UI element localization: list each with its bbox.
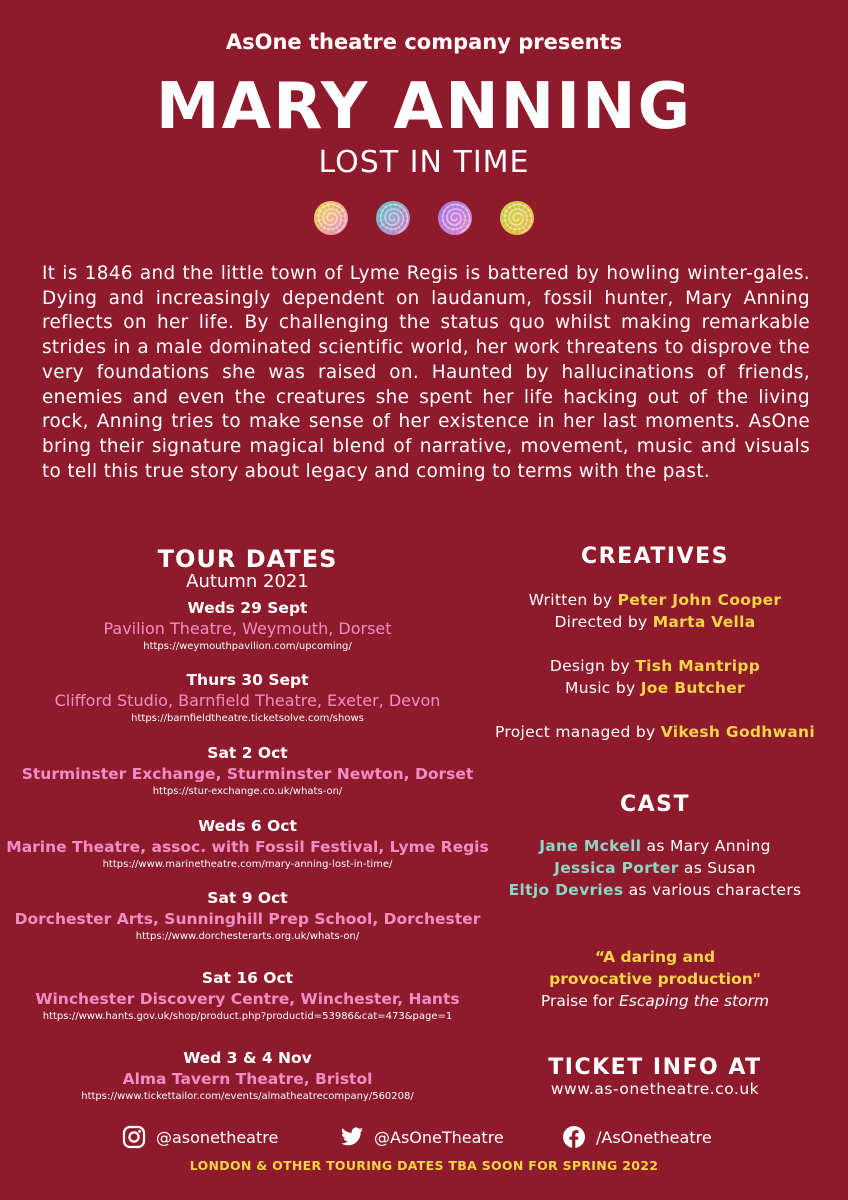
facebook-link[interactable] <box>562 1125 712 1149</box>
facebook-handle: /AsOnetheatre <box>596 1127 712 1147</box>
purple-pink-ammonite-icon <box>437 200 473 236</box>
tour-date-venue: Winchester Discovery Centre, Winchester, Hants <box>35 990 460 1008</box>
tour-date-item <box>0 670 495 725</box>
twitter-handle: @AsOneTheatre <box>374 1127 504 1147</box>
credit-name: Marta Vella <box>652 613 756 631</box>
tour-date-venue: Clifford Studio, Barnfield Theatre, Exeter, Devon <box>54 691 441 710</box>
credit-designer <box>460 655 848 677</box>
credit-name: Vikesh Godhwani <box>660 723 815 741</box>
social-links <box>0 1125 848 1151</box>
tour-date-link[interactable]: https://www.tickettailor.com/events/almatheatrecompany/560208/ <box>81 1091 414 1102</box>
tour-date-item <box>0 743 495 798</box>
cast-role: as Mary Anning <box>646 837 771 855</box>
quote-attribution <box>460 990 848 1012</box>
creatives-section <box>460 544 848 743</box>
tour-date-venue: Alma Tavern Theatre, Bristol <box>122 1070 373 1088</box>
praise-title: Escaping the storm <box>618 992 770 1010</box>
synopsis-paragraph: It is 1846 and the little town of Lyme Regis is battered by howling winter-gales. Dying and increasingly dependent on laudanum, fossil hunter, Mary Anning reflects on her life. By challenging the status quo whilst making remarkable strides in a male dominated scientific world, her work threatens to disprove the very foundations she was raised on. Haunted by hallucinations of friends, enemies and even the creatures she spent her life hacking out of the living rock, Anning tries to make sense of her existence in her last moments. AsOne bring their signature magical blend of narrative, movement, music and visuals to tell this true story about legacy and coming to terms with the past. <box>42 263 810 482</box>
creatives-heading: CREATIVES <box>580 544 730 569</box>
cast-member <box>460 835 848 857</box>
tour-date-day: Sat 2 Oct <box>207 744 288 762</box>
twitter-link[interactable] <box>340 1125 504 1149</box>
ammonite-row <box>0 200 848 236</box>
tour-date-venue: Dorchester Arts, Sunninghill Prep School, Dorchester <box>14 910 481 928</box>
tour-date-link[interactable]: https://www.marinetheatre.com/mary-anning-lost-in-time/ <box>102 859 393 870</box>
tour-date-item <box>0 888 495 943</box>
credit-director <box>460 611 848 633</box>
credit-composer <box>460 677 848 699</box>
instagram-handle: @asonetheatre <box>156 1127 279 1147</box>
tour-date-item <box>0 1048 495 1103</box>
credit-name: Peter John Cooper <box>617 591 782 609</box>
tour-date-item <box>0 598 495 653</box>
quote-line: “A daring and <box>594 948 716 966</box>
tour-date-day: Weds 6 Oct <box>198 817 297 835</box>
tour-date-link[interactable]: https://weymouthpavilion.com/upcoming/ <box>143 641 352 652</box>
ticket-info <box>460 1055 848 1098</box>
cast-role: as Susan <box>683 859 756 877</box>
credit-label: Project managed by <box>495 723 656 741</box>
tour-dates-header <box>0 545 495 592</box>
tour-date-item <box>0 968 495 1023</box>
tour-date-day: Weds 29 Sept <box>187 599 308 617</box>
tour-season: Autumn 2021 <box>186 571 309 592</box>
yellow-pink-ammonite-icon <box>313 200 349 236</box>
cast-section <box>460 792 848 901</box>
tour-date-link[interactable]: https://www.dorchesterarts.org.uk/whats-on/ <box>135 931 360 942</box>
ticket-url-link[interactable]: www.as-onetheatre.co.uk <box>550 1080 760 1098</box>
cast-actor: Jane Mckell <box>539 837 642 855</box>
credit-label: Written by <box>528 591 613 609</box>
tour-date-venue: Sturminster Exchange, Sturminster Newton, Dorset <box>21 765 474 783</box>
credit-label: Music by <box>565 679 636 697</box>
credit-label: Directed by <box>554 613 648 631</box>
green-yellow-ammonite-icon <box>499 200 535 236</box>
press-quote <box>460 946 848 1012</box>
cast-actor: Jessica Porter <box>554 859 679 877</box>
credit-project-manager <box>460 721 848 743</box>
cast-member <box>460 879 848 901</box>
praise-prefix: Praise for <box>540 992 615 1010</box>
tour-date-link[interactable]: https://stur-exchange.co.uk/whats-on/ <box>152 786 343 797</box>
tour-date-day: Thurs 30 Sept <box>186 671 309 689</box>
quote-line: provocative production" <box>549 970 761 988</box>
cast-member <box>460 857 848 879</box>
tour-date-venue: Marine Theatre, assoc. with Fossil Festival, Lyme Regis <box>6 838 489 856</box>
tour-date-day: Sat 9 Oct <box>207 889 288 907</box>
instagram-icon <box>122 1125 146 1149</box>
tour-date-venue: Pavilion Theatre, Weymouth, Dorset <box>103 619 392 638</box>
ticket-heading: TICKET INFO AT <box>548 1055 762 1080</box>
tour-dates-heading: TOUR DATES <box>157 545 338 573</box>
tour-date-day: Wed 3 & 4 Nov <box>183 1049 312 1067</box>
twitter-icon <box>340 1125 364 1149</box>
tour-date-day: Sat 16 Oct <box>201 969 294 987</box>
footer-announcement: LONDON & OTHER TOURING DATES TBA SOON FOR SPRING 2022 <box>189 1158 659 1173</box>
tour-date-item <box>0 816 495 871</box>
show-title: MARY ANNING <box>155 70 693 144</box>
presents-line: AsOne theatre company presents <box>225 30 623 54</box>
credit-name: Tish Mantripp <box>635 657 761 675</box>
instagram-link[interactable] <box>122 1125 278 1149</box>
teal-pink-ammonite-icon <box>375 200 411 236</box>
cast-role: as various characters <box>628 881 802 899</box>
facebook-icon <box>562 1125 586 1149</box>
credit-label: Design by <box>549 657 630 675</box>
tour-date-link[interactable]: https://www.hants.gov.uk/shop/product.php?productid=53986&cat=473&page=1 <box>42 1011 453 1022</box>
cast-actor: Eltjo Devries <box>508 881 624 899</box>
credit-name: Joe Butcher <box>640 679 745 697</box>
credit-writer <box>460 589 848 611</box>
cast-heading: CAST <box>619 792 691 817</box>
tour-date-link[interactable]: https://barnfieldtheatre.ticketsolve.com/shows <box>131 713 364 724</box>
show-subtitle: LOST IN TIME <box>318 145 530 180</box>
